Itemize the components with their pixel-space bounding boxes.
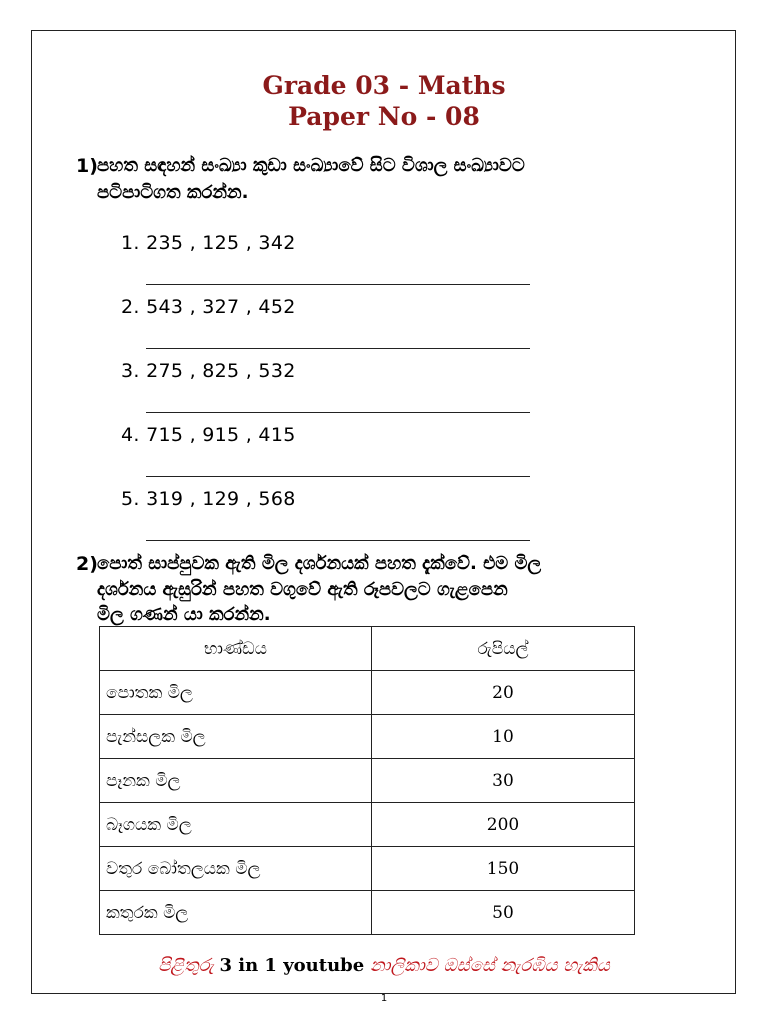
q1-answer-line-1: [146, 284, 530, 285]
question-2-text-line2: දර්ශනය ඇසුරින් පහත වගුවේ ඇති රූපවලට ගැළපෙන: [97, 579, 508, 600]
table-row: [100, 847, 635, 891]
item-name: පෑනක මිල: [100, 759, 372, 803]
item-price: 50: [372, 891, 635, 935]
question-2-text-line3: මිල ගණන් යා කරන්න.: [97, 604, 271, 625]
footer-watch-text: නාලිකාව ඔස්සේ නැරඹිය හැකිය: [369, 955, 610, 976]
question-2-number: 2): [76, 553, 98, 575]
item-name: වතුර බෝතලයක මිල: [100, 847, 372, 891]
item-price: 20: [372, 671, 635, 715]
q1-answer-line-3: [146, 412, 530, 413]
table-row: [100, 759, 635, 803]
footer-answers-label: පිළිතුරු: [158, 955, 214, 976]
item-price: 10: [372, 715, 635, 759]
question-1-text-line2: පටිපාටිගත කරන්න.: [97, 182, 249, 203]
table-header-row: [100, 627, 635, 671]
paper-number: Paper No - 08: [288, 102, 480, 131]
table-row: [100, 891, 635, 935]
item-name: කතුරක මිල: [100, 891, 372, 935]
item-name: බෑගයක මිල: [100, 803, 372, 847]
q1-item-3: 3. 275 , 825 , 532: [121, 360, 296, 382]
table-row: [100, 803, 635, 847]
item-price: 30: [372, 759, 635, 803]
q1-item-1: 1. 235 , 125 , 342: [121, 232, 296, 254]
q1-item-2: 2. 543 , 327 , 452: [121, 296, 296, 318]
q1-answer-line-5: [146, 540, 530, 541]
item-price: 200: [372, 803, 635, 847]
price-table: [99, 626, 635, 935]
question-1-text-line1: පහත සඳහන් සංඛ්‍යා කුඩා සංඛ්‍යාවේ සිට විශාල සංඛ්‍යාවට: [97, 155, 525, 176]
table-row: [100, 715, 635, 759]
question-1-number: 1): [76, 155, 98, 177]
q1-item-4: 4. 715 , 915 , 415: [121, 424, 296, 446]
table-row: [100, 671, 635, 715]
footer-note: [0, 955, 768, 976]
page-title: Grade 03 - Maths: [262, 71, 506, 100]
q1-item-5: 5. 319 , 129 , 568: [121, 488, 296, 510]
question-2-text-line1: පොත් සාප්පුවක ඇති මිල දර්ශනයක් පහත දැක්වේ. එම මිල: [97, 553, 542, 574]
footer-channel-name: 3 in 1 youtube: [219, 955, 365, 976]
header-item: භාණ්ඩය: [100, 627, 372, 671]
item-price: 150: [372, 847, 635, 891]
q1-answer-line-2: [146, 348, 530, 349]
q1-answer-line-4: [146, 476, 530, 477]
item-name: පොතක මිල: [100, 671, 372, 715]
page-number: 1: [380, 993, 388, 1004]
item-name: පැන්සලක මිල: [100, 715, 372, 759]
header-price: රුපියල්: [372, 627, 635, 671]
